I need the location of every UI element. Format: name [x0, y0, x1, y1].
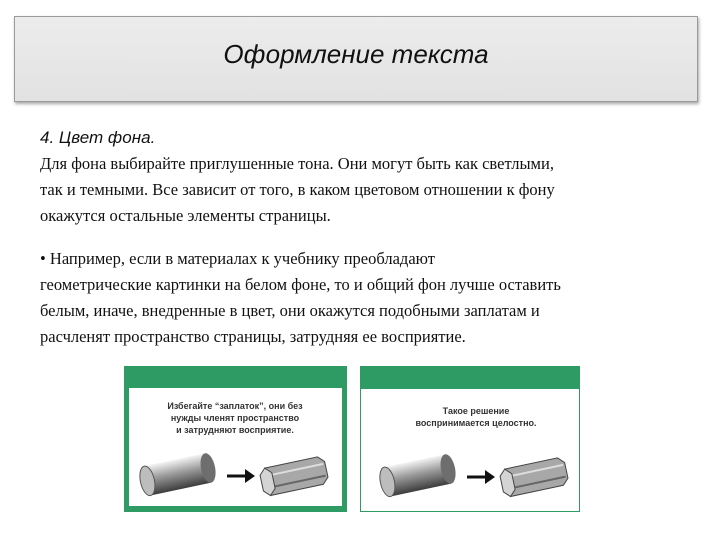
paragraph-1: Для фона выбирайте приглушенные тона. Они могут быть как светлыми, так и темными. Все зависит от того, в каком цветовом отношении к фону окажутся остальные элементы страницы. [40, 154, 555, 225]
cylinder-shape [377, 453, 458, 498]
section-heading: 4. Цвет фона. [40, 128, 156, 147]
cylinder-to-prism-illustration [135, 446, 335, 504]
left-caption: Избегайте “заплаток”, они без нужды членят пространство и затрудняют восприятие. [167, 401, 303, 435]
patch-inner [129, 388, 342, 506]
prism-shape [259, 456, 329, 497]
paragraph-2: • Например, если в материалах к учебнику преобладают геометрические картинки на белом фоне, то и общий фон лучше оставить белым, иначе, внедренные в цвет, они окажутся подобными заплатам и расчленят пространство страницы, затрудняя ее восприятие. [40, 249, 561, 346]
arrow-right-icon [227, 469, 255, 483]
green-band [361, 367, 579, 389]
illustration-bad-example [124, 366, 347, 512]
cylinder-shape [137, 452, 218, 497]
right-caption: Такое решение воспринимается целостно. [415, 406, 537, 428]
cylinder-to-prism-illustration [375, 447, 575, 505]
arrow-right-icon [467, 470, 495, 484]
title-box [14, 16, 698, 102]
illustration-good-example [360, 366, 580, 512]
slide-title: Оформление текста [223, 39, 489, 69]
prism-shape [499, 457, 569, 498]
